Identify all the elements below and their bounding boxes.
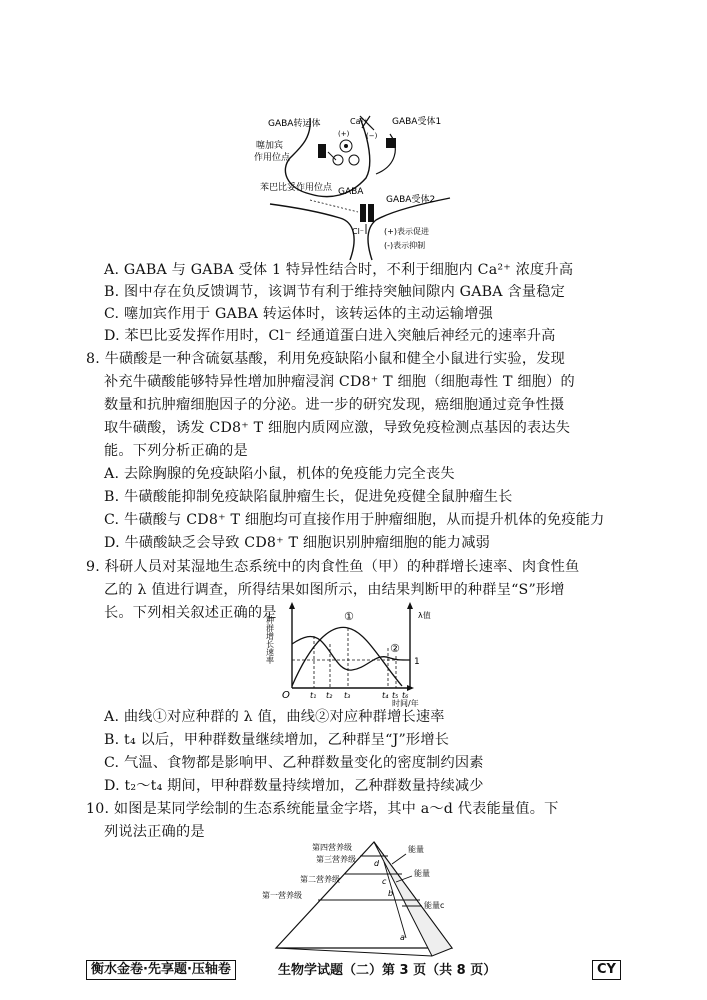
legend-inhibit: (-)表示抑制 [384,241,426,250]
q7-option-d: D. 苯巴比妥发挥作用时，Cl⁻ 经通道蛋白进入突触后神经元的速率升高 [104,328,556,344]
chart-tick-t4: t₄ [382,691,389,700]
label-plus: (+) [338,130,350,138]
q9-option-b: B. t₄ 以后，甲种群数量继续增加，乙种群呈“J”形增长 [104,732,450,748]
q8-stem-line-5: 能。下列分析正确的是 [104,443,248,459]
q8-option-c: C. 牛磺酸与 CD8⁺ T 细胞均可直接作用于肿瘤细胞，从而提升机体的免疫能力 [104,512,605,528]
q9-stem-line-1: 9. 科研人员对某湿地生态系统中的肉食性鱼（甲）的种群增长速率、肉食性鱼 [86,559,580,575]
q9-option-d: D. t₂～t₄ 期间，甲种群数量持续增加，乙种群数量持续减少 [104,778,484,794]
chart-right-tick: 1 [414,657,420,667]
q7-option-c: C. 噻加宾作用于 GABA 转运体时，该转运体的主动运输增强 [104,306,493,322]
q8-option-b: B. 牛磺酸能抑制免疫缺陷鼠肿瘤生长，促进免疫健全鼠肿瘤生长 [104,489,513,505]
q8-option-d: D. 牛磺酸缺乏会导致 CD8⁺ T 细胞识别肿瘤细胞的能力减弱 [104,535,490,551]
q8-stem-line-3: 数量和抗肿瘤细胞因子的分泌。进一步的研究发现，癌细胞通过竞争性摄 [104,397,565,413]
q7-option-b: B. 图中存在负反馈调节，该调节有利于维持突触间隙内 GABA 含量稳定 [104,284,565,300]
legend-promote: (+)表示促进 [384,227,429,236]
chart-tick-t2: t₂ [326,691,333,700]
chart-tick-t6: t₆ [402,691,409,700]
footer-brand: 衡水金卷·先享题·压轴卷 [86,960,236,980]
q8-stem-line-4: 取牛磺酸，诱发 CD8⁺ T 细胞内质网应激，导致免疫检测点基因的表达失 [104,420,571,436]
chart-curve-1-label: ① [344,610,354,623]
label-gaba: GABA [338,187,364,197]
label-receptor2: GABA受体2 [386,195,436,205]
chart-tick-t1: t₁ [310,691,317,700]
label-phenobarbital: 苯巴比妥作用位点 [260,183,333,193]
pyramid-level-1: 第一营养级 [262,891,302,900]
pyramid-level-2: 第二营养级 [300,875,340,884]
q10-stem-line-1: 10. 如图是某同学绘制的生态系统能量金字塔，其中 a～d 代表能量值。下 [86,801,559,817]
q9-stem-line-3: 长。下列相关叙述正确的是 [104,605,277,621]
label-tiagabine-site: 作用位点 [254,153,291,163]
q9-option-a: A. 曲线①对应种群的 λ 值，曲线②对应种群增长速率 [104,709,445,725]
chart-ylabel-right: λ值 [418,611,431,620]
pyramid-level-3: 第三营养级 [316,855,356,864]
footer-title: 生物学试题（二）第 3 页（共 8 页） [278,963,497,978]
pyramid-label-b: b [388,889,394,898]
energy-pyramid [256,836,466,958]
label-cl: Cl⁻ [352,227,365,236]
footer-code: CY [592,960,621,980]
synapse-diagram [250,108,470,260]
label-receptor1: GABA受体1 [392,117,442,127]
q9-option-c: C. 气温、食物都是影响甲、乙种群数量变化的密度制约因素 [104,755,484,771]
label-minus-1: (−) [366,132,378,140]
pyramid-label-d: d [374,859,380,868]
pyramid-energy-2: 能量 [414,869,430,878]
pyramid-level-4: 第四营养级 [312,843,352,852]
q9-stem-line-2: 乙的 λ 值进行调查，所得结果如图所示，由结果判断甲的种群呈“S”形增 [104,582,565,598]
chart-ylabel-left: 种群增长速率 [265,616,275,664]
chart-xlabel: 时间/年 [392,699,419,708]
label-ca: Ca²⁺ [350,117,368,126]
label-gaba-transporter: GABA转运体 [268,119,321,129]
q7-option-a: A. GABA 与 GABA 受体 1 特异性结合时，不利于细胞内 Ca²⁺ 浓度升高 [104,262,574,278]
pyramid-energy-1: 能量 [408,845,424,854]
q8-stem-line-2: 补充牛磺酸能够特异性增加肿瘤浸润 CD8⁺ T 细胞（细胞毒性 T 细胞）的 [104,374,575,390]
chart-origin: O [282,690,290,701]
q8-stem-line-1: 8. 牛磺酸是一种含硫氨基酸，利用免疫缺陷小鼠和健全小鼠进行实验，发现 [86,351,566,367]
pyramid-energy-3: 能量c [424,901,445,910]
pyramid-label-a: a [400,933,405,942]
chart-curve-2-label: ② [390,642,400,655]
q8-option-a: A. 去除胸腺的免疫缺陷小鼠，机体的免疫能力完全丧失 [104,466,455,482]
label-tiagabine: 噻加宾 [256,141,284,151]
chart-tick-t5: t₅ [392,691,399,700]
growth-chart [265,600,448,708]
pyramid-label-c: c [382,877,387,886]
q10-stem-line-2: 列说法正确的是 [104,824,205,840]
chart-tick-t3: t₃ [344,691,351,700]
